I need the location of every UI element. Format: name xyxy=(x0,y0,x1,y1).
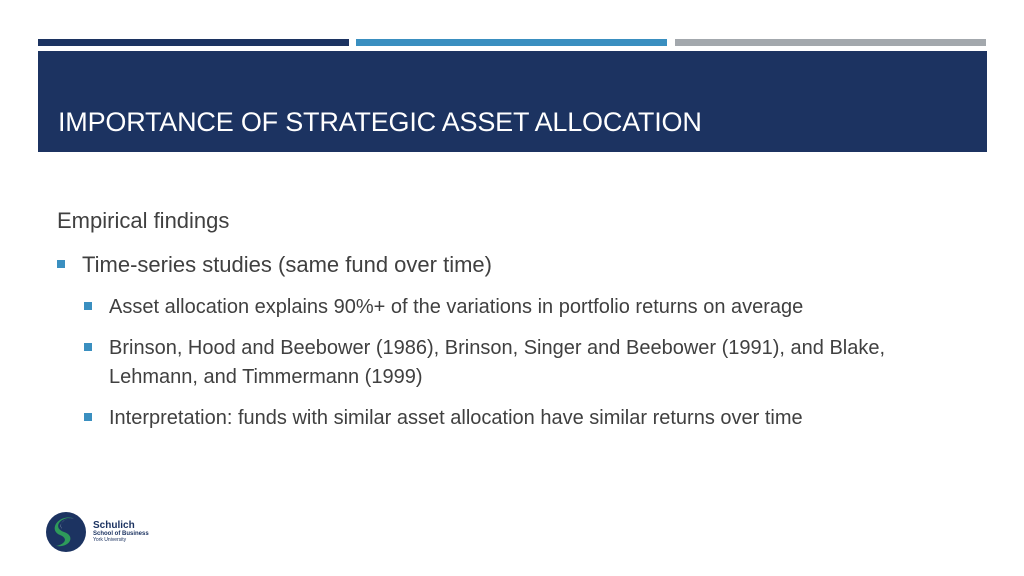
square-bullet-icon xyxy=(84,413,92,421)
sub-bullet-text: Brinson, Hood and Beebower (1986), Brinson, Singer and Beebower (1991), and Blake, Lehmann, and Timmermann (1999) xyxy=(109,337,886,388)
logo-line-2: School of Business xyxy=(93,531,149,538)
slide-body xyxy=(57,206,957,445)
accent-bar-navy xyxy=(38,39,349,46)
logo-line-3: York University xyxy=(93,536,127,543)
accent-bar-grey xyxy=(675,39,986,46)
square-bullet-icon xyxy=(84,343,92,351)
schulich-swoosh-icon xyxy=(44,510,88,554)
title-band xyxy=(38,51,987,152)
schulich-logo xyxy=(44,509,164,555)
section-heading: Empirical findings xyxy=(57,208,230,233)
slide-title: IMPORTANCE OF STRATEGIC ASSET ALLOCATION xyxy=(58,107,702,137)
bullet-level2 xyxy=(84,334,957,392)
square-bullet-icon xyxy=(84,302,92,310)
sub-bullet-text: Asset allocation explains 90%+ of the variations in portfolio returns on average xyxy=(109,296,804,318)
bullet-level2 xyxy=(84,293,957,322)
bullet-level1 xyxy=(57,250,957,280)
logo-line-1: Schulich xyxy=(93,519,135,531)
bullet-text: Time-series studies (same fund over time) xyxy=(82,252,492,277)
square-bullet-icon xyxy=(57,260,65,268)
sub-bullet-text: Interpretation: funds with similar asset allocation have similar returns over time xyxy=(109,407,803,429)
bullet-level2 xyxy=(84,404,957,433)
accent-bar-blue xyxy=(356,39,667,46)
